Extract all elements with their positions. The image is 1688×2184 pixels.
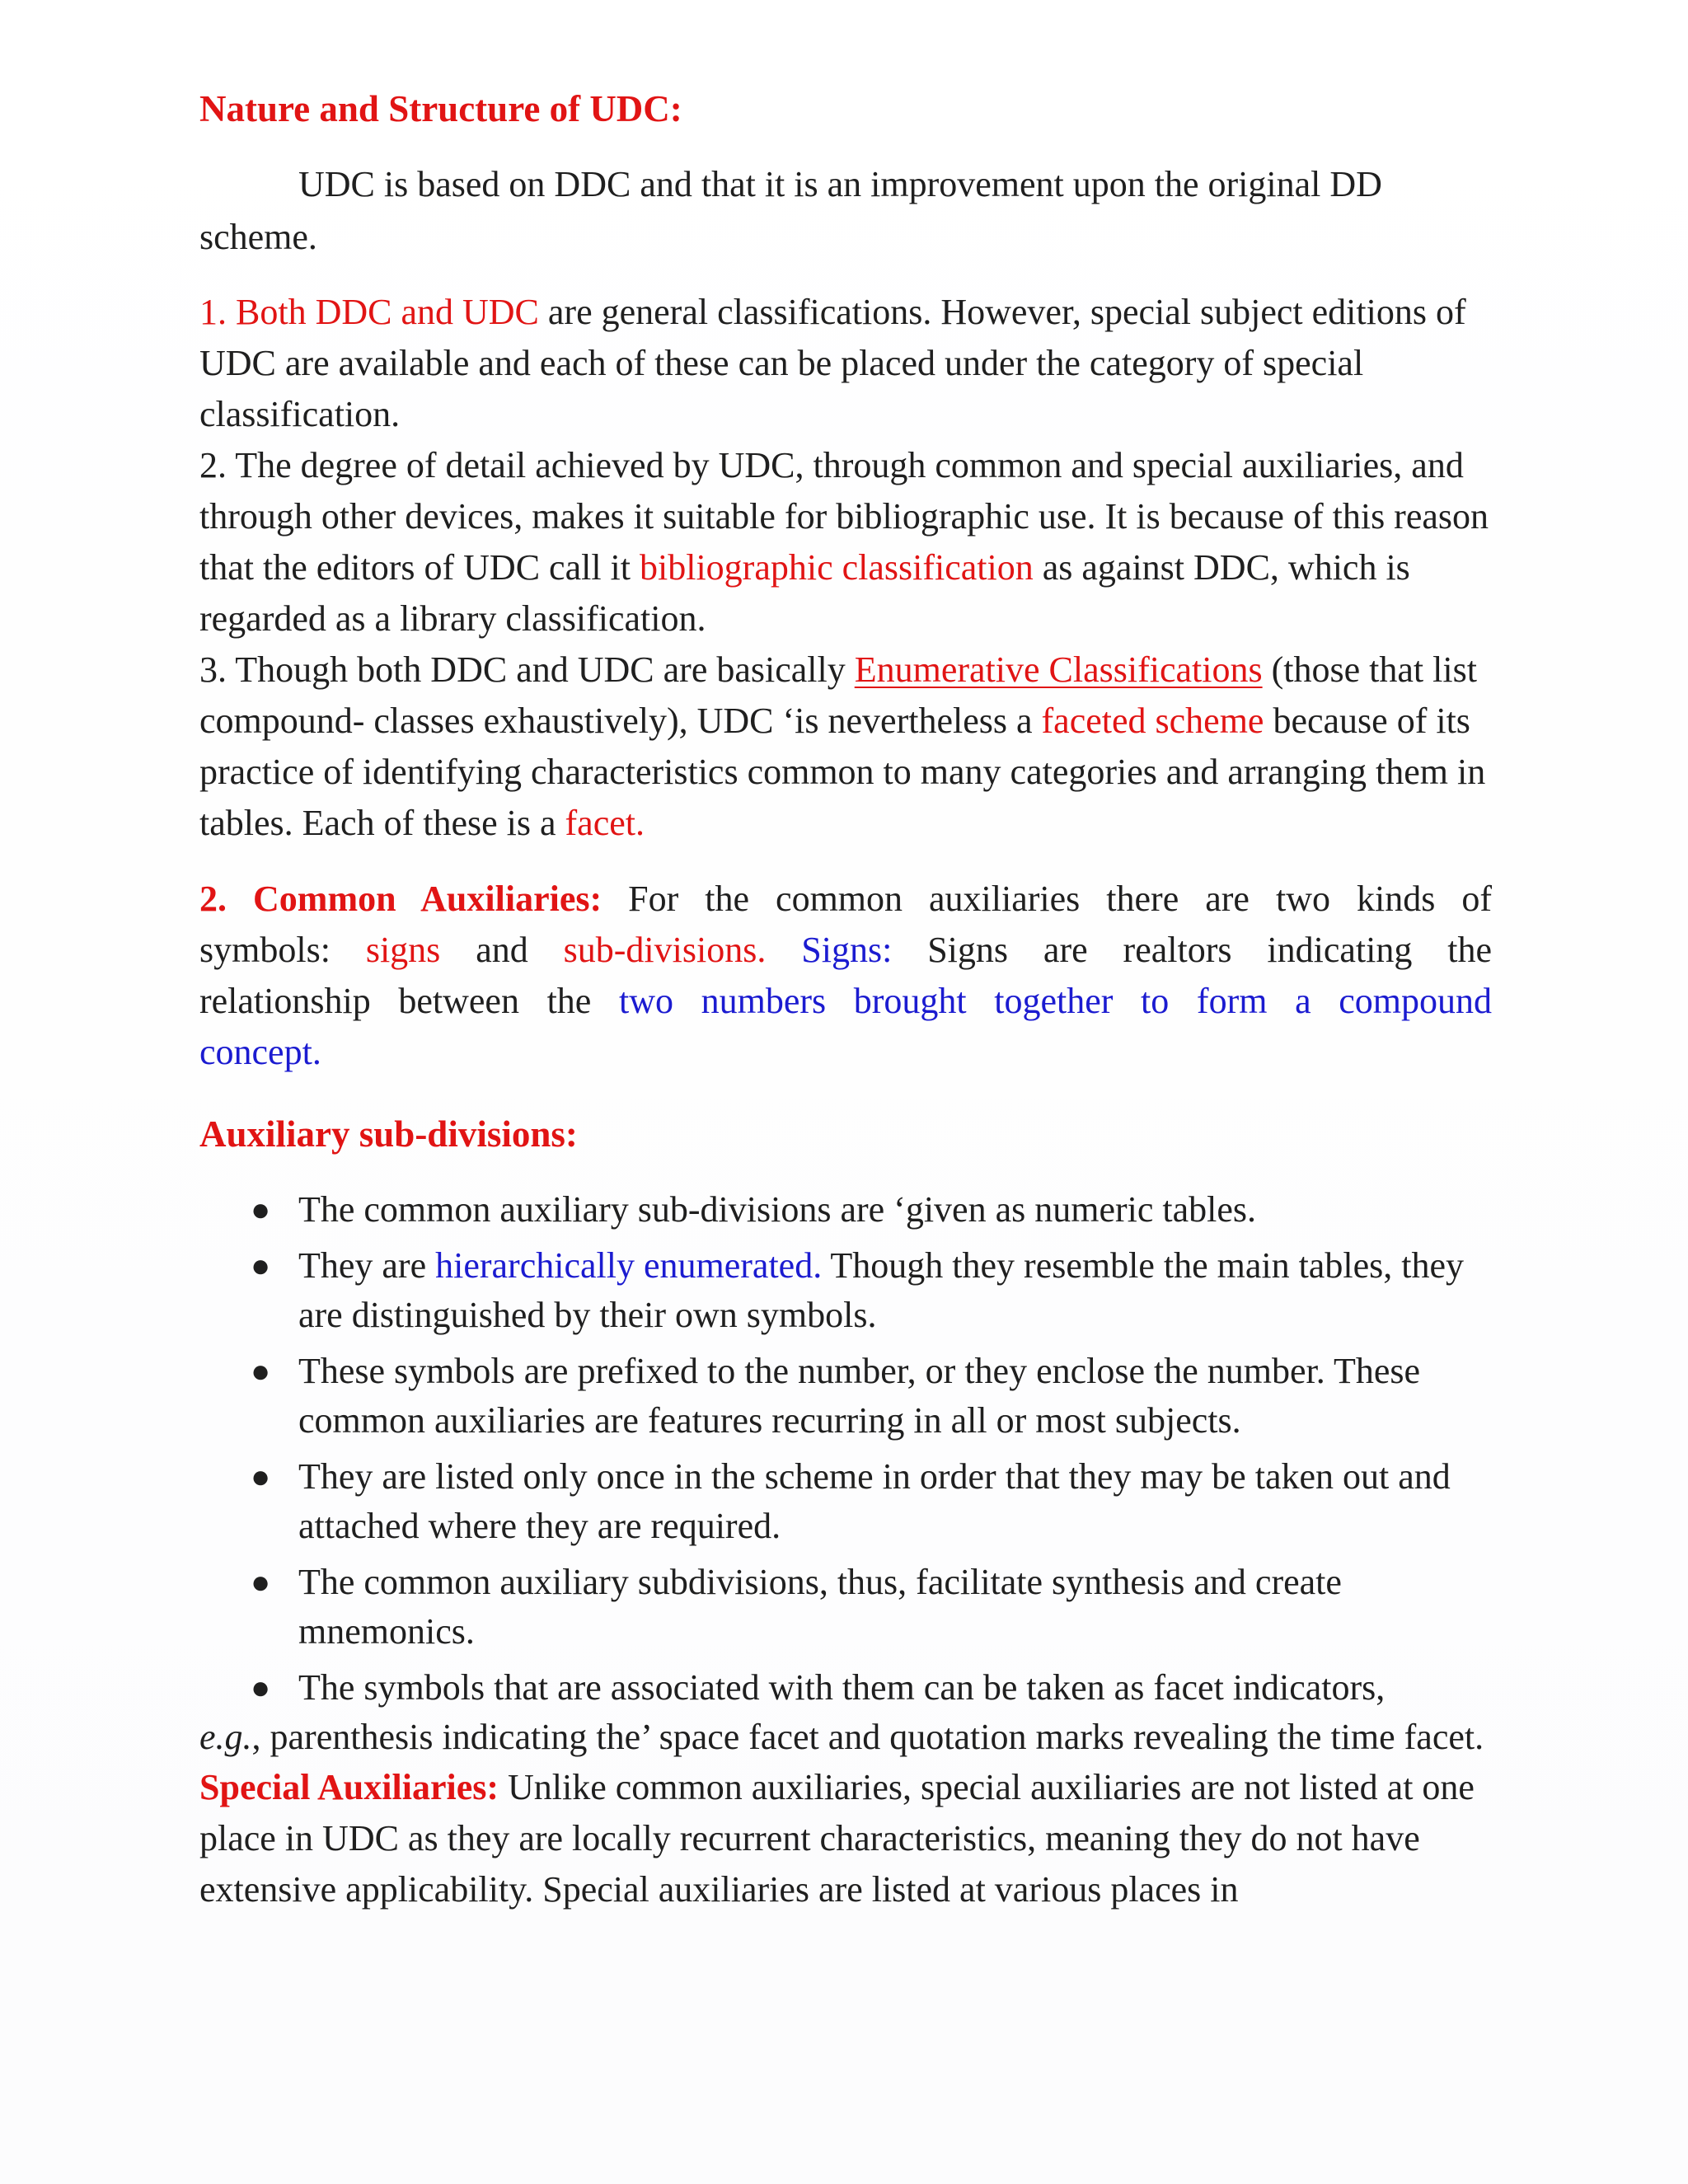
bullet-text: These symbols are prefixed to the number, or they enclose the number. These common auxiliaries are features recurring in all or most subjects. — [298, 1351, 1421, 1441]
list-item — [199, 1241, 1492, 1340]
bullet-text: The common auxiliary subdivisions, thus, facilitate synthesis and create mnemonics. — [298, 1562, 1342, 1652]
bullet-text-a: The symbols that are associated with them can be taken as facet indicators, — [298, 1667, 1386, 1708]
common-and: and — [440, 930, 564, 970]
page-title: Nature and Structure of UDC: — [199, 88, 682, 129]
faceted-scheme-highlight: faceted scheme — [1041, 701, 1264, 741]
point-3-paragraph — [199, 644, 1492, 849]
bullet-text: They are listed only once in the scheme in order that they may be taken out and attached where they are required. — [298, 1456, 1451, 1546]
bullet-icon: ● — [251, 1563, 271, 1601]
point-1-text: are general classifications. However, special subject editions of UDC are available and each of these can be placed under the category of special classification. — [199, 292, 1466, 434]
bullet-text-b: , parenthesis indicating the’ space facet and quotation marks revealing the time facet. — [251, 1717, 1484, 1757]
auxiliary-bullet-list — [199, 1185, 1492, 1657]
signs-label: Signs: — [766, 930, 893, 970]
bullet-icon: ● — [251, 1669, 271, 1706]
point-2-paragraph — [199, 440, 1492, 644]
list-item — [199, 1185, 1492, 1235]
special-auxiliaries-heading: Special Auxiliaries: — [199, 1767, 499, 1807]
intro-paragraph: UDC is based on DDC and that it is an improvement upon the original DD scheme. — [199, 164, 1382, 257]
hierarchically-enumerated-highlight: hierarchically enumerated. — [435, 1245, 823, 1286]
subdivisions-highlight: sub-divisions. — [563, 930, 767, 970]
last-bullet-paragraph — [199, 1663, 1492, 1762]
signs-highlight: signs — [365, 930, 441, 970]
enumerative-classifications-link[interactable]: Enumerative Classifications — [854, 649, 1263, 690]
point-3-text-c: because of its practice of identifying characteristics common to many categories and arranging them in tables. Each of these is a — [199, 701, 1486, 843]
facet-highlight: facet. — [565, 803, 645, 843]
point-1-paragraph — [199, 287, 1492, 440]
bullet-icon: ● — [251, 1191, 271, 1228]
bullet-text-b: Though they resemble the main tables, they are distinguished by their own symbols. — [298, 1245, 1464, 1335]
bullet-icon: ● — [251, 1247, 271, 1284]
point-3-text-b: (those that list compound- classes exhaustively), UDC ‘is nevertheless a — [199, 649, 1477, 741]
list-item — [199, 1558, 1492, 1657]
list-item — [199, 1347, 1492, 1446]
common-text-b: Signs are realtors indicating the relationship between the — [199, 930, 1493, 1021]
point-2-text-b: as against DDC, which is regarded as a library classification. — [199, 547, 1410, 639]
special-auxiliaries-paragraph — [199, 1762, 1492, 1915]
compound-concept-highlight: two numbers brought together to form a compound concept. — [199, 981, 1492, 1072]
point-2-highlight: bibliographic classification — [640, 547, 1034, 588]
bullet-text: The common auxiliary sub-divisions are ‘given as numeric tables. — [298, 1189, 1257, 1230]
point-2-text-a: 2. The degree of detail achieved by UDC, through common and special auxiliaries, and through other devices, makes it suitable for bibliographic use. It is because of this reason that the editors of UDC call it — [199, 445, 1489, 588]
special-auxiliaries-text: Unlike common auxiliaries, special auxiliaries are not listed at one place in UDC as they are locally recurrent characteristics, meaning they do not have extensive applicability. Special auxiliaries are listed at various places in — [199, 1767, 1475, 1910]
bullet-text-a: They are — [298, 1245, 436, 1286]
common-auxiliaries-heading: 2. Common Auxiliaries: — [199, 879, 603, 919]
bullet-icon: ● — [251, 1352, 271, 1390]
common-auxiliaries-paragraph — [199, 874, 1492, 1078]
document-body — [199, 82, 1492, 1915]
bullet-icon: ● — [251, 1458, 271, 1495]
point-1-highlight: 1. Both DDC and UDC — [199, 292, 539, 332]
list-item — [199, 1452, 1492, 1551]
point-3-text-a: 3. Though both DDC and UDC are basically — [199, 649, 855, 690]
list-item — [199, 1663, 1492, 1713]
auxiliary-subdivisions-heading: Auxiliary sub-divisions: — [199, 1113, 578, 1155]
eg-abbreviation: e.g. — [199, 1717, 252, 1757]
common-text-a: For the common auxiliaries there are two kinds of symbols: — [199, 879, 1492, 970]
